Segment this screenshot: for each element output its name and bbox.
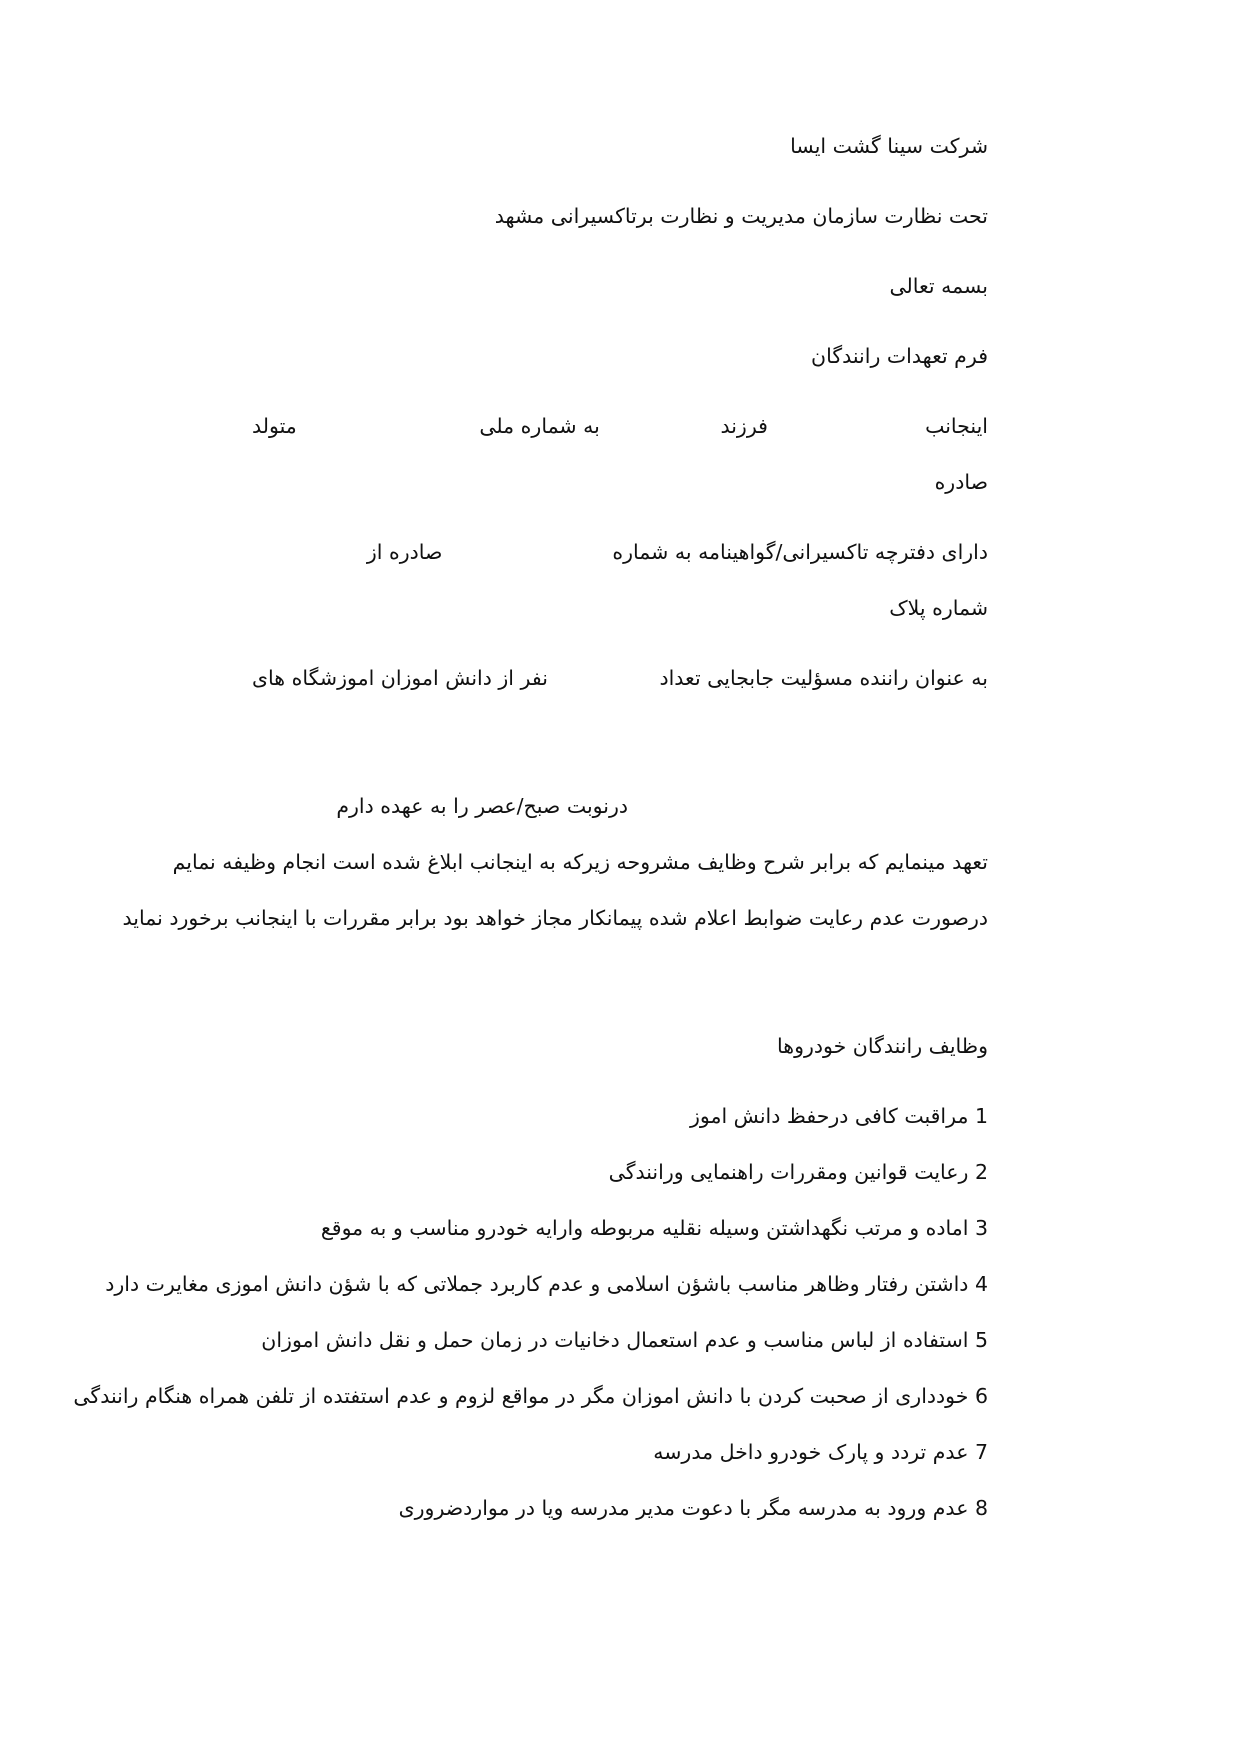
list-item: 5 استفاده از لباس مناسب و عدم استعمال دخانیات در زمان حمل و نقل دانش اموزان [261,1328,988,1352]
spacer-after-invocation [252,314,988,328]
company-name: شرکت سینا گشت ایسا [790,134,988,158]
list-item: 8 عدم ورود به مدرسه مگر با دعوت مدیر مدرسه ویا در مواردضروری [398,1496,988,1520]
list-item: 3 اماده و مرتب نگهداشتن وسیله نقلیه مربوطه وارایه خودرو مناسب و به موقع [320,1216,988,1240]
label-issued-in: صادره [934,470,988,494]
spacer-before-duties [252,946,988,1018]
spacer-after-license [252,636,988,650]
list-item: 2 رعایت قوانین ومقررات راهنمایی ورانندگی [608,1160,988,1184]
supervision-line: تحت نظارت سازمان مدیریت و نظارت برتاکسیرانی مشهد [494,204,988,228]
label-shift: درنوبت صبح/عصر را به عهده دارم [336,794,628,818]
commitment-paragraph-2: درصورت عدم رعایت ضوابط اعلام شده پیمانکار مجاز خواهد بود برابر مقررات با اینجانب برخورد نماید [122,906,988,930]
label-student-count: نفر از دانش اموزان اموزشگاه های [252,666,548,690]
list-item: 7 عدم تردد و پارک خودرو داخل مدرسه [653,1440,988,1464]
label-born: متولد [252,414,297,438]
label-driver-role: به عنوان راننده مسؤلیت جابجایی تعداد [659,666,988,690]
label-child-of: فرزند [720,414,768,438]
spacer-after-identity [252,510,988,524]
list-item: 1 مراقبت کافی درحفظ دانش اموز [690,1104,988,1128]
spacer-after-duties-heading [252,1074,988,1088]
license-row [252,524,988,580]
list-item: 6 خودداری از صحبت کردن با دانش اموزان مگر در مواقع لزوم و عدم استفتده از تلفن همراه هنگام رانندگی [73,1384,988,1408]
list-item: 4 داشتن رفتار وظاهر مناسب باشؤن اسلامی و عدم کاربرد جملاتی که با شؤن دانش اموزی مغایرت دارد [105,1272,988,1296]
label-license-number: دارای دفترچه تاکسیرانی/گواهینامه به شماره [612,540,988,564]
form-title: فرم تعهدات رانندگان [811,344,988,368]
identity-row [252,398,988,454]
label-undersigned: اینجانب [925,414,988,438]
spacer-after-company [252,174,988,188]
spacer-after-title [252,384,988,398]
duties-heading: وظایف رانندگان خودروها [777,1034,988,1058]
duty-row [252,650,988,706]
label-national-id: به شماره ملی [479,414,600,438]
invocation-line: بسمه تعالی [889,274,988,298]
label-issued-from: صادره از [366,540,443,564]
spacer-after-supervision [252,244,988,258]
label-plate-number: شماره پلاک [889,596,988,620]
shift-row [252,778,988,834]
duties-list [73,1088,988,1536]
spacer-before-shift [252,706,988,778]
commitment-paragraph-1: تعهد مینمایم که برابر شرح وظایف مشروحه زیرکه به اینجانب ابلاغ شده است انجام وظیفه نمایم [172,850,988,874]
